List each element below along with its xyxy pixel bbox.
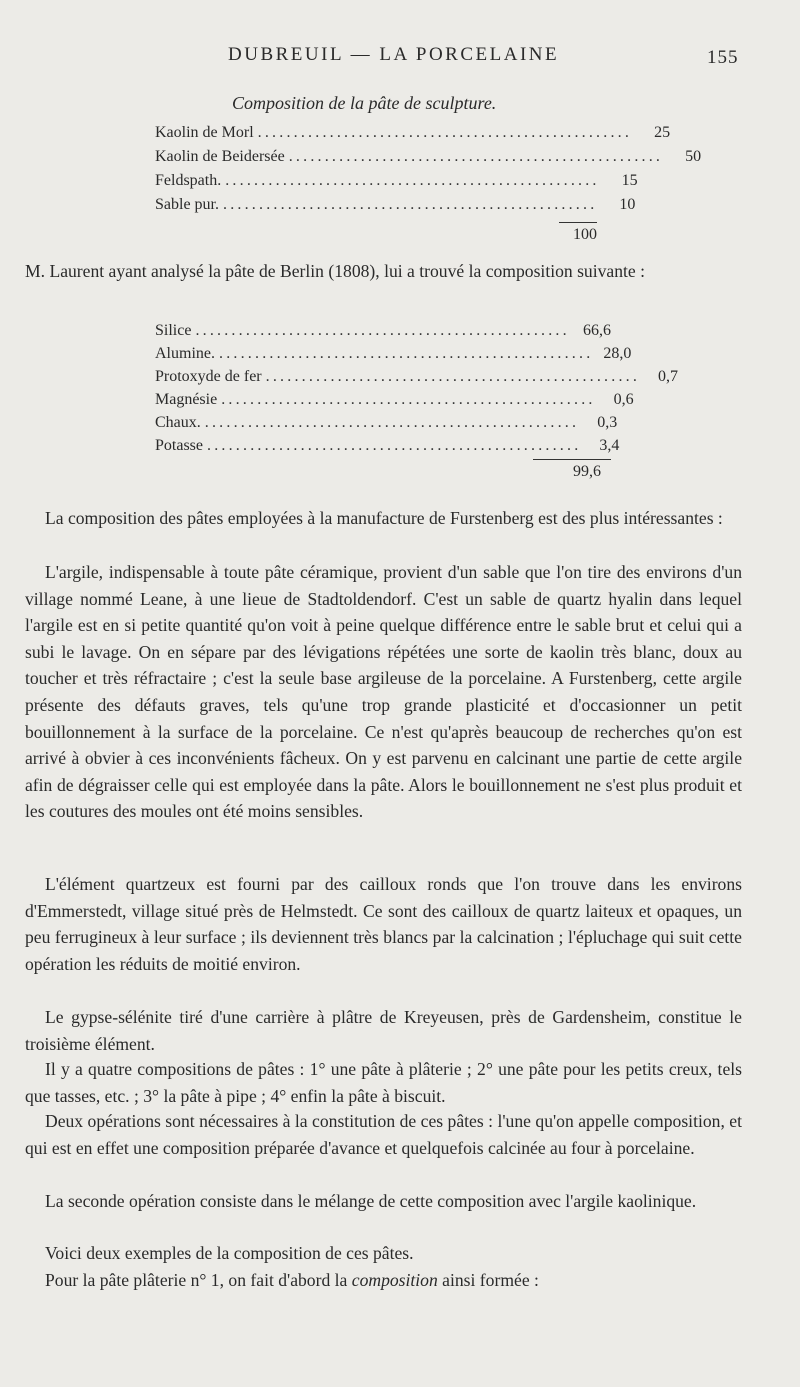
ingredient-value: 15 bbox=[621, 172, 638, 189]
ingredient-value: 66,6 bbox=[583, 322, 611, 339]
ingredient-value: 0,3 bbox=[597, 414, 618, 431]
ingredient-value: 25 bbox=[654, 124, 671, 141]
total-rule bbox=[559, 222, 597, 223]
table-row bbox=[155, 345, 632, 367]
leader-dots: .................................................... bbox=[207, 437, 582, 454]
leader-dots: .................................................... bbox=[265, 368, 641, 385]
ingredient-name: Protoxyde de fer bbox=[155, 368, 262, 385]
last-line bbox=[25, 1267, 742, 1294]
ingredient-name: Alumine. bbox=[155, 345, 215, 362]
table-total: 99,6 bbox=[573, 463, 601, 480]
ingredient-name: Kaolin de Morl bbox=[155, 124, 254, 141]
body-paragraph: Voici deux exemples de la composition de ces pâtes. bbox=[45, 1243, 414, 1263]
ingredient-value: 0,7 bbox=[658, 368, 679, 385]
page-header bbox=[0, 44, 800, 74]
body-paragraph: La composition des pâtes employées à la manufacture de Furstenberg est des plus intéressantes : bbox=[45, 508, 723, 528]
section-title: Composition de la pâte de sculpture. bbox=[232, 93, 497, 113]
last-line-italic: composition bbox=[351, 1270, 438, 1290]
ingredient-name: Feldspath. bbox=[155, 172, 222, 189]
last-line-start: Pour la pâte plâterie n° 1, on fait d'abord la bbox=[45, 1270, 352, 1290]
ingredient-name: Sable pur. bbox=[155, 196, 219, 213]
ingredient-name: Potasse bbox=[155, 437, 203, 454]
total-rule bbox=[533, 459, 611, 460]
table-row bbox=[155, 196, 636, 218]
page-number: 155 bbox=[707, 47, 739, 68]
leader-dots: .................................................... bbox=[225, 172, 600, 189]
leader-dots: .................................................... bbox=[195, 322, 570, 339]
body-paragraph: La seconde opération consiste dans le mélange de cette composition avec l'argile kaolinique. bbox=[45, 1191, 697, 1211]
table-row bbox=[155, 437, 620, 459]
leader-dots: .................................................... bbox=[257, 124, 633, 141]
ingredient-value: 50 bbox=[685, 148, 702, 165]
ingredient-value: 3,4 bbox=[599, 437, 620, 454]
table-row bbox=[155, 391, 634, 413]
body-paragraph: Le gypse-sélénite tiré d'une carrière à plâtre de Kreyeusen, près de Gardensheim, constitue le troisième élément. bbox=[25, 1007, 742, 1054]
table-row bbox=[155, 368, 679, 390]
ingredient-name: Magnésie bbox=[155, 391, 218, 408]
table-row bbox=[155, 172, 638, 194]
ingredient-value: 28,0 bbox=[603, 345, 632, 362]
ingredient-name: Chaux. bbox=[155, 414, 201, 431]
ingredient-name: Silice bbox=[155, 322, 192, 339]
table-total: 100 bbox=[573, 226, 597, 243]
leader-dots: .................................................... bbox=[221, 391, 596, 408]
table-row bbox=[155, 322, 611, 344]
ingredient-name: Kaolin de Beidersée bbox=[155, 148, 285, 165]
body-paragraph: Il y a quatre compositions de pâtes : 1° une pâte à plâterie ; 2° une pâte pour les petits creux, tels que tasses, etc. ; 3° la pâte à pipe ; 4° enfin la pâte à biscuit. bbox=[25, 1059, 742, 1106]
leader-dots: .................................................... bbox=[223, 196, 598, 213]
table-row bbox=[155, 148, 702, 170]
body-paragraph: L'argile, indispensable à toute pâte céramique, provient d'un sable que l'on tire des environs d'un village nommé Leane, à une lieue de Stadtoldendorf. C'est un sable de quartz hyalin dans lequel l'argile est en si petite quantité qu'on voit à peine quelque différence entre le sable brut et celui qui a subi le lavage. On en sépare par des lévigations répétées une sorte de kaolin très blanc, doux au toucher et très réfractaire ; c'est la seule base argileuse de la porcelaine. A Furstenberg, cette argile présente des défauts graves, tels qu'une trop grande plasticité et d'occasionner un petit bouillonnement à la surface de la porcelaine. Ce n'est qu'après beaucoup de recherches qu'on est arrivé à obvier à ces inconvénients fâcheux. On y est parvenu en calcinant une partie de cette argile afin de dégraisser celle qui est employée dans la pâte. Alors le bouillonnement ne s'est plus produit et les coutures des moules ont été moins sensibles. bbox=[25, 562, 742, 822]
leader-dots: .................................................... bbox=[288, 148, 664, 165]
running-title: DUBREUIL — LA PORCELAINE bbox=[228, 44, 560, 65]
intro-paragraph: M. Laurent ayant analysé la pâte de Berlin (1808), lui a trouvé la composition suivante : bbox=[25, 261, 645, 281]
table-row bbox=[155, 124, 671, 146]
body-paragraph: L'élément quartzeux est fourni par des cailloux ronds que l'on trouve dans les environs d'Emmerstedt, village situé près de Helmstedt. Ce sont des cailloux de quartz laiteux et opaques, un peu ferrugineux à leur surface ; ils deviennent très blancs par la calcination ; l'épluchage qui suit cette opération les réduits de moitié environ. bbox=[25, 874, 742, 974]
ingredient-value: 10 bbox=[619, 196, 636, 213]
last-line-end: ainsi formée : bbox=[437, 1270, 539, 1290]
ingredient-value: 0,6 bbox=[613, 391, 634, 408]
leader-dots: .................................................... bbox=[219, 345, 594, 362]
leader-dots: .................................................... bbox=[204, 414, 580, 431]
table-row bbox=[155, 414, 618, 436]
body-paragraph: Deux opérations sont nécessaires à la constitution de ces pâtes : l'une qu'on appelle composition, et qui est en effet une composition préparée d'avance et quelquefois calcinée au four à porcelaine. bbox=[25, 1111, 742, 1158]
